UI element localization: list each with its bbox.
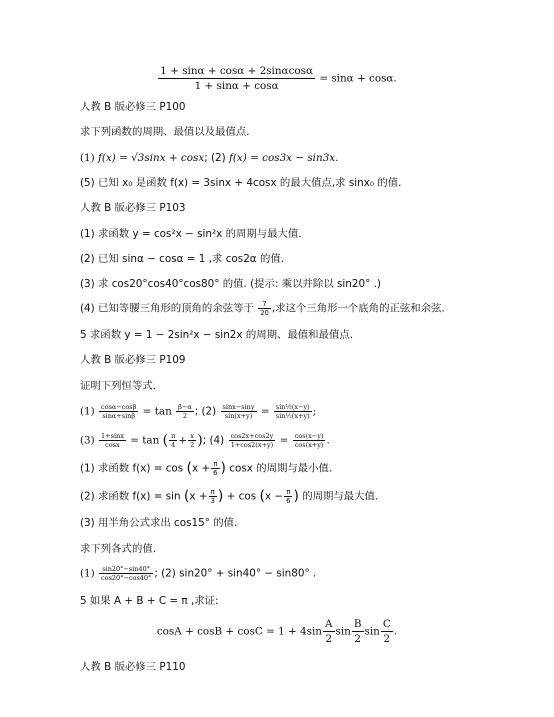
suffix: 的周期与最大值. bbox=[302, 490, 379, 503]
end-punct: . bbox=[326, 434, 330, 447]
equals: = bbox=[279, 434, 289, 447]
identity-rhs: = sinα + cosα. bbox=[319, 72, 397, 85]
section-title-p110: 人教 B 版必修三 P110 bbox=[80, 661, 186, 673]
prefix: (1) 求函数 f(x) = cos bbox=[80, 462, 184, 475]
fraction bbox=[229, 432, 276, 449]
rest: ; (2) sin20° + sin40° − sin80° . bbox=[154, 567, 317, 580]
fraction bbox=[221, 403, 257, 420]
numerator: sinx−siny bbox=[222, 403, 255, 411]
denominator: 2 bbox=[383, 633, 391, 645]
numerator: cos2x+cos2y bbox=[230, 432, 274, 440]
left-paren: ( bbox=[259, 488, 265, 505]
p103-question-4 bbox=[80, 300, 445, 317]
x-term: x + bbox=[189, 490, 208, 503]
denominator: 2 bbox=[354, 633, 361, 645]
fraction-b bbox=[352, 617, 364, 646]
identity-row-1 bbox=[80, 403, 316, 420]
p100-intro: 求下列函数的周期、最值以及最值点. bbox=[80, 126, 250, 138]
fraction bbox=[209, 488, 217, 505]
value-row-1 bbox=[80, 565, 316, 582]
fraction bbox=[99, 403, 138, 420]
p100-question-1 bbox=[80, 151, 338, 165]
p109-question-3: (3) 用半角公式求出 cos15° 的值. bbox=[80, 517, 238, 529]
fraction bbox=[211, 460, 219, 477]
denominator: 2 bbox=[182, 412, 187, 420]
end-punct: . bbox=[335, 152, 339, 164]
separator: ; (4) bbox=[202, 434, 225, 447]
denominator: cos(x+y) bbox=[294, 441, 324, 449]
label: (1) bbox=[80, 152, 95, 164]
fraction bbox=[274, 403, 312, 420]
denominator: sin½(x+y) bbox=[275, 412, 310, 420]
p103-question-1: (1) 求函数 y = cos²x − sin²x 的周期与最大值. bbox=[80, 228, 302, 240]
fraction bbox=[99, 565, 153, 582]
identity-denominator: 1 + sinα + cosα bbox=[194, 80, 279, 92]
right-paren: ) bbox=[197, 432, 203, 449]
label: (3) bbox=[80, 434, 95, 447]
q4-suffix: ,求这个三角形一个底角的正弦和余弦. bbox=[271, 302, 445, 315]
q4-numerator: 7 bbox=[258, 300, 271, 309]
denominator: 2 bbox=[325, 633, 333, 645]
p109-question-5: 5 如果 A + B + C = π ,求证: bbox=[80, 595, 219, 607]
numerator: π bbox=[211, 460, 219, 469]
p109-question-1 bbox=[80, 460, 332, 477]
identity-row-2 bbox=[80, 432, 330, 449]
numerator: π bbox=[171, 432, 176, 440]
denominator: 2 bbox=[190, 441, 195, 449]
p109-intro-2: 求下列各式的值. bbox=[80, 543, 157, 555]
fraction bbox=[169, 432, 177, 449]
numerator: 1+sinx bbox=[101, 432, 124, 440]
denominator: 1+cos2(x+y) bbox=[230, 441, 274, 449]
denominator: sin(x+y) bbox=[224, 412, 253, 420]
denominator: sinα+sinβ bbox=[102, 412, 136, 420]
q4-prefix: (4) 已知等腰三角形的顶角的余弦等于 bbox=[80, 302, 254, 315]
left-paren: ( bbox=[183, 488, 190, 505]
p103-question-5: 5 求函数 y = 1 − 2sin²x − sin2x 的周期、最值和最值点. bbox=[80, 329, 354, 341]
lhs: cosA + cosB + cosC = 1 + 4sin bbox=[156, 625, 322, 638]
right-paren: ) bbox=[220, 460, 226, 477]
end-punct: ; bbox=[312, 405, 317, 418]
equals-tan: = tan bbox=[130, 434, 160, 447]
function-b: f(x) = cos3x − sin3x bbox=[229, 152, 336, 164]
fraction bbox=[99, 432, 126, 449]
right-paren: ) bbox=[217, 488, 224, 505]
numerator: π bbox=[284, 488, 292, 497]
numerator: B bbox=[353, 618, 362, 630]
function-a: f(x) = √3sinx + cosx bbox=[98, 152, 205, 164]
plus: + bbox=[178, 434, 188, 447]
denominator: 6 bbox=[286, 497, 291, 505]
label: (1) bbox=[80, 405, 95, 418]
right-paren: ) bbox=[293, 488, 299, 505]
identity-fraction bbox=[158, 64, 315, 93]
denominator: 3 bbox=[210, 497, 215, 505]
sin: sin bbox=[335, 625, 351, 638]
section-title-p109: 人教 B 版必修三 P109 bbox=[80, 354, 186, 366]
denominator: cosx bbox=[105, 441, 120, 449]
equals-tan: = tan bbox=[142, 405, 172, 418]
sin: sin bbox=[364, 625, 380, 638]
fraction bbox=[284, 488, 292, 505]
fraction-a bbox=[323, 617, 335, 646]
identity-numerator: 1 + sinα + cosα + 2sinαcosα bbox=[160, 65, 313, 77]
p109-question-2 bbox=[80, 488, 378, 505]
q4-fraction bbox=[258, 300, 271, 317]
label: (1) bbox=[80, 567, 95, 580]
denominator: cos20°−cos40° bbox=[101, 574, 152, 582]
separator: ; (2) bbox=[204, 152, 226, 164]
numerator: cos(x−y) bbox=[294, 432, 324, 440]
denominator: 4 bbox=[171, 441, 176, 449]
prefix: (2) 求函数 f(x) = sin bbox=[80, 490, 181, 503]
identity-line bbox=[0, 64, 554, 93]
p103-question-3: (3) 求 cos20°cos40°cos80° 的值. (提示: 乘以并除以 sin20° .) bbox=[80, 278, 381, 290]
fraction-c bbox=[381, 617, 393, 646]
fraction bbox=[176, 403, 194, 420]
numerator: x bbox=[188, 432, 196, 441]
numerator: sin½(x−y) bbox=[275, 403, 310, 411]
fraction bbox=[293, 432, 326, 449]
numerator: C bbox=[382, 618, 391, 630]
x-term: x + bbox=[192, 462, 211, 475]
left-paren: ( bbox=[162, 432, 169, 449]
p103-question-2: (2) 已知 sinα − cosα = 1 ,求 cos2α 的值. bbox=[80, 253, 285, 265]
suffix: cosx 的周期与最小值. bbox=[229, 462, 333, 475]
p100-question-5: (5) 已知 x₀ 是函数 f(x) = 3sinx + 4cosx 的最大值点,求 sinx₀ 的值. bbox=[80, 177, 402, 189]
numerator: β−α bbox=[178, 403, 192, 411]
separator: ; (2) bbox=[194, 405, 217, 418]
numerator: A bbox=[325, 618, 333, 630]
section-title-p103: 人教 B 版必修三 P103 bbox=[80, 202, 186, 214]
end-punct: . bbox=[393, 625, 398, 638]
formula-line bbox=[0, 617, 554, 646]
numerator: π bbox=[209, 488, 217, 497]
p109-intro: 证明下列恒等式. bbox=[80, 380, 157, 392]
numerator: cosα−cosβ bbox=[101, 403, 137, 411]
left-paren: ( bbox=[186, 460, 192, 477]
section-title-p100: 人教 B 版必修三 P100 bbox=[80, 101, 186, 113]
q4-denominator: 20 bbox=[260, 309, 269, 317]
plus-cos: + cos bbox=[226, 490, 257, 503]
denominator: 6 bbox=[213, 469, 218, 477]
equals: = bbox=[260, 405, 270, 418]
x-term: x − bbox=[264, 490, 284, 503]
fraction bbox=[188, 432, 196, 449]
numerator: sin20°−sin40° bbox=[99, 565, 153, 574]
